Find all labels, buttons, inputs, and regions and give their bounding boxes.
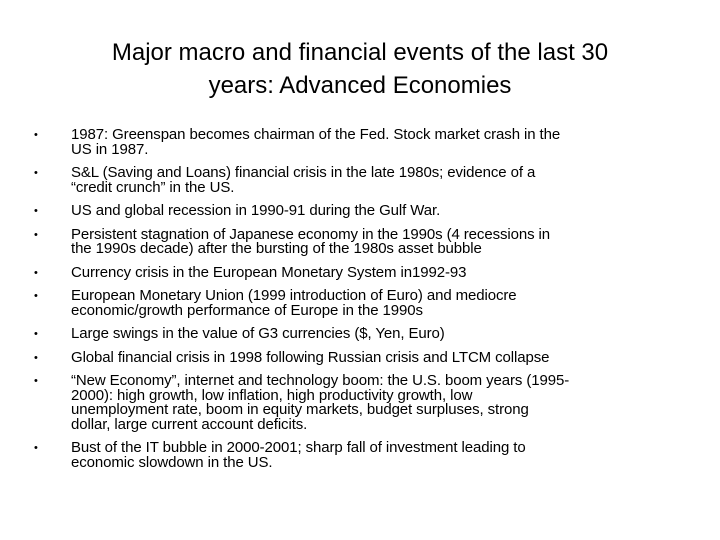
bullet-item-japan-stagnation	[34, 225, 694, 257]
bullet-dot: •	[34, 375, 38, 387]
bullet-text: Large swings in the value of G3 currencies ($, Yen, Euro)	[71, 325, 445, 342]
bullet-dot: •	[34, 351, 38, 364]
bullet-dot: •	[34, 228, 38, 241]
bullet-dot: •	[34, 328, 38, 340]
bullet-dot: •	[34, 266, 38, 279]
bullet-item-ems-crisis	[34, 263, 694, 281]
bullet-dot: •	[34, 129, 38, 141]
bullet-list	[34, 128, 694, 479]
slide-title-line-2: years: Advanced Economies	[208, 72, 512, 99]
bullet-text: “New Economy”, internet and technology boom: the U.S. boom years (1995- 2000): high growth, low inflation, high productivity growth, low unemployment rate, boom in equity markets, budget surpluses, strong dollar, large current account deficits.	[71, 372, 570, 433]
bullet-text: European Monetary Union (1999 introduction of Euro) and mediocre economic/growth performance of Europe in the 1990s	[71, 287, 517, 319]
bullet-dot: •	[34, 442, 38, 454]
slide-title	[60, 36, 660, 102]
bullet-text: Bust of the IT bubble in 2000-2001; sharp fall of investment leading to economic slowdown in the US.	[71, 439, 526, 471]
bullet-text: S&L (Saving and Loans) financial crisis in the late 1980s; evidence of a “credit crunch” in the US.	[71, 164, 536, 196]
bullet-item-g3-currencies	[34, 327, 694, 342]
bullet-item-gulf-war-recession	[34, 204, 694, 219]
bullet-text: Persistent stagnation of Japanese economy in the 1990s (4 recessions in the 1990s decade) after the bursting of the 1980s asset bubble	[71, 225, 551, 257]
bullet-text: Global financial crisis in 1998 following Russian crisis and LTCM collapse	[71, 348, 550, 366]
slide-title-line-1: Major macro and financial events of the last 30	[111, 39, 609, 66]
bullet-item-1998-crisis	[34, 348, 694, 366]
bullet-dot: •	[34, 290, 38, 302]
bullet-item-greenspan	[34, 128, 694, 157]
bullet-text: Currency crisis in the European Monetary System in1992-93	[71, 263, 467, 281]
bullet-item-it-bubble-bust	[34, 441, 694, 470]
bullet-dot: •	[34, 205, 38, 217]
bullet-item-new-economy	[34, 374, 694, 432]
bullet-text: 1987: Greenspan becomes chairman of the Fed. Stock market crash in the US in 1987.	[71, 126, 561, 158]
bullet-item-emu	[34, 289, 694, 318]
bullet-item-savings-and-loans	[34, 166, 694, 195]
bullet-dot: •	[34, 167, 38, 179]
bullet-text: US and global recession in 1990-91 during the Gulf War.	[71, 202, 441, 219]
